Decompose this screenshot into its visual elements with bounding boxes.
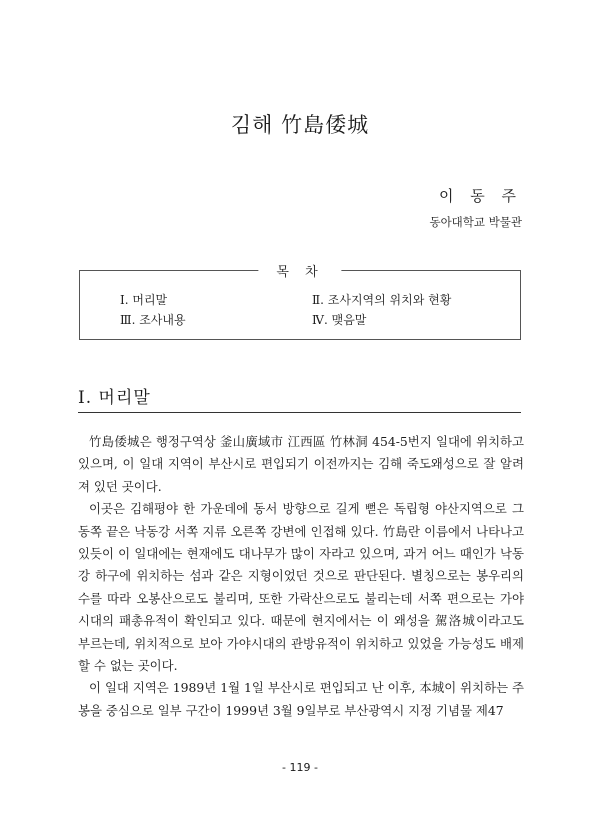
toc-item: Ⅲ. 조사내용 bbox=[120, 313, 186, 327]
section-heading: Ⅰ. 머리말 bbox=[78, 388, 151, 408]
author-affiliation: 동아대학교 박물관 bbox=[429, 215, 522, 229]
author-name: 이 동 주 bbox=[438, 187, 522, 205]
table-of-contents bbox=[79, 265, 521, 340]
section-body bbox=[78, 431, 524, 722]
page-number: - 119 - bbox=[282, 761, 318, 774]
paragraph: 이곳은 김해평야 한 가운데에 동서 방향으로 길게 뻗은 독립형 야산지역으로 그 동쪽 끝은 낙동강 서쪽 지류 오른쪽 강변에 인접해 있다. 竹島란 이름에서 나타나고 있듯이 이 일대에는 현재에도 대나무가 많이 자라고 있으며, 과거 어느 때인가 낙동강 하구에 위치하는 섬과 같은 지형이었던 것으로 판단된다. 별칭으로는 봉우리의 수를 따라 오봉산으로도 불리며, 또한 가락산으로도 불리는데 서쪽 편으로는 가야시대의 패총유적이 확인되고 있다. 때문에 현지에서는 이 왜성을 駕洛城이라고도 부르는데, 위치적으로 보아 가야시대의 관방유적이 위치하고 있었을 가능성도 배제할 수 없는 곳이다. bbox=[78, 501, 524, 674]
section-divider bbox=[78, 412, 521, 413]
paragraph: 이 일대 지역은 1989년 1월 1일 부산시로 편입되고 난 이후, 本城이 위치하는 주봉을 중심으로 일부 구간이 1999년 3월 9일부로 부산광역시 지정 기념물 제47 bbox=[78, 680, 524, 718]
paper-title: 김해 竹島倭城 bbox=[230, 113, 370, 137]
toc-item: Ⅳ. 맺음말 bbox=[312, 313, 367, 327]
toc-item: Ⅰ. 머리말 bbox=[120, 293, 168, 307]
paragraph: 竹島倭城은 행정구역상 釜山廣域市 江西區 竹林洞 454-5번지 일대에 위치하고 있으며, 이 일대 지역이 부산시로 편입되기 이전까지는 김해 죽도왜성으로 잘 알려져 있던 곳이다. bbox=[78, 434, 524, 494]
toc-heading: 목 차 bbox=[258, 261, 341, 280]
toc-item: Ⅱ. 조사지역의 위치와 현황 bbox=[312, 293, 452, 307]
